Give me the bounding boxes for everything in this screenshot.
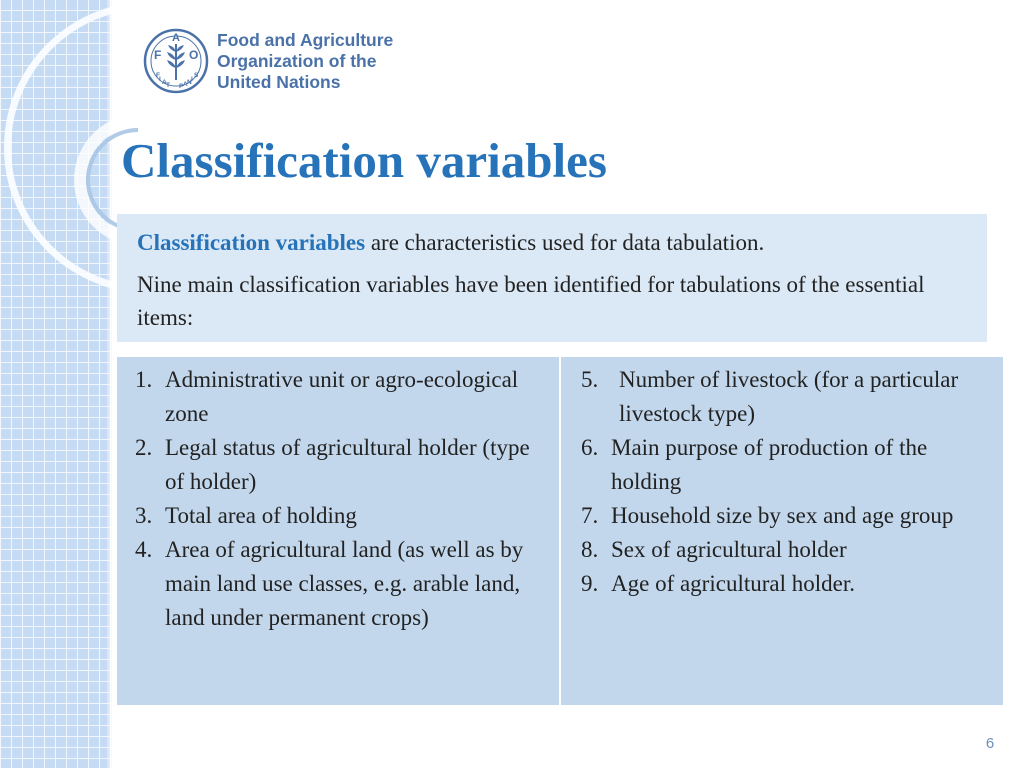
item-text: Total area of holding <box>165 503 357 528</box>
intro-paragraph: Nine main classification variables have been identified for tabulations of the essential items: <box>137 272 925 330</box>
list-item <box>135 499 549 533</box>
slide-title: Classification variables <box>121 133 607 188</box>
highlighted-term: Classification variables <box>137 230 366 255</box>
org-name <box>217 30 393 93</box>
org-name-line: Food and Agriculture <box>217 29 394 50</box>
item-number: 7. <box>581 503 599 528</box>
motto-letter: I <box>191 76 193 83</box>
motto-letter: T <box>166 82 170 89</box>
variables-list-left <box>117 357 559 705</box>
fao-emblem-icon <box>141 26 211 96</box>
motto-letter: A <box>183 81 188 88</box>
list-item <box>581 431 993 499</box>
item-text: Legal status of agricultural holder (type of holder) <box>165 435 530 494</box>
org-name-line: Organization of the <box>217 50 377 71</box>
item-number: 2. <box>135 435 153 460</box>
fao-letter-f: F <box>154 48 162 62</box>
motto-letter: I <box>159 76 161 83</box>
list-item <box>135 533 549 635</box>
fao-logo <box>141 26 393 96</box>
definition-line <box>137 226 967 259</box>
intro-box <box>117 214 987 342</box>
item-text: Area of agricultural land (as well as by main land use classes, e.g. arable land, land under permanent crops) <box>165 537 524 630</box>
item-text: Number of livestock (for a particular livestock type) <box>619 367 959 426</box>
item-number: 3. <box>135 503 153 528</box>
item-text: Age of agricultural holder. <box>611 571 855 596</box>
item-text: Main purpose of production of the holding <box>611 435 928 494</box>
item-number: 8. <box>581 537 599 562</box>
fao-letter-o: O <box>189 48 199 62</box>
org-name-line: United Nations <box>217 71 341 92</box>
item-text: Household size by sex and age group <box>611 503 954 528</box>
list-item <box>135 363 549 431</box>
item-number: 6. <box>581 435 599 460</box>
list-item <box>581 533 993 567</box>
motto-letter: S <box>194 72 199 79</box>
item-text: Sex of agricultural holder <box>611 537 847 562</box>
page-number: 6 <box>985 735 995 752</box>
motto-letter: N <box>187 79 192 86</box>
item-number: 4. <box>135 537 153 562</box>
list-item <box>581 363 993 431</box>
list-item <box>135 431 549 499</box>
motto-letter: F <box>156 72 160 79</box>
definition-text: are characteristics used for data tabulation. <box>365 230 765 255</box>
item-text: Administrative unit or agro-ecological zone <box>165 367 519 426</box>
item-number: 9. <box>581 571 599 596</box>
motto-letter: A <box>162 79 167 86</box>
list-item <box>581 499 993 533</box>
list-item <box>581 567 993 601</box>
fao-letter-a: A <box>172 32 180 44</box>
item-number: 5. <box>581 367 599 392</box>
variables-list-right <box>561 357 1003 705</box>
item-number: 1. <box>135 367 153 392</box>
motto-letter: P <box>179 83 184 90</box>
